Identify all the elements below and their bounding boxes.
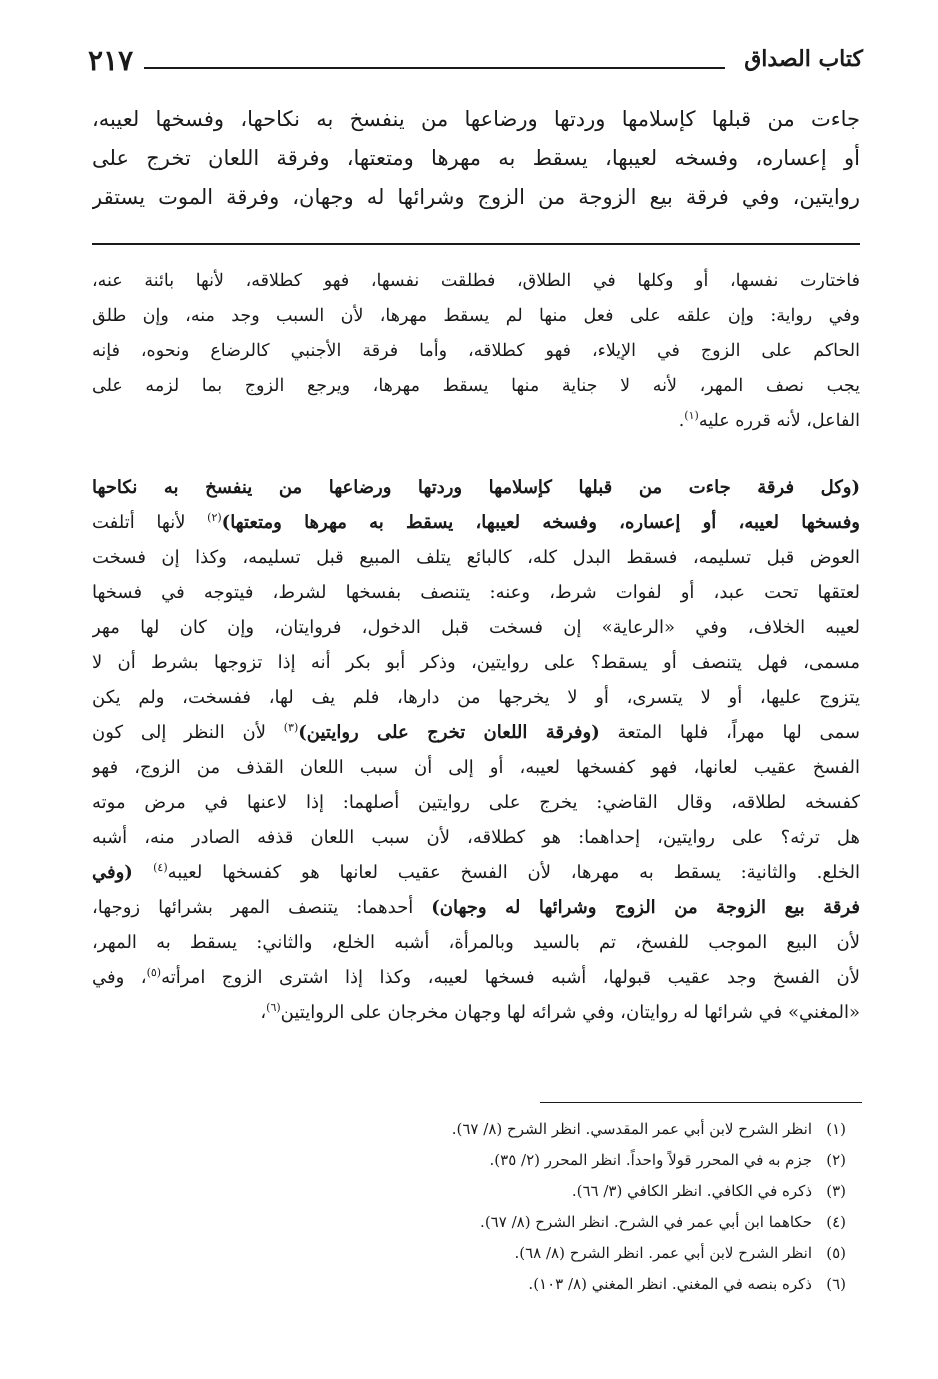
- quoted-matn: (وفرقة اللعان تخرج على روايتين): [298, 722, 600, 743]
- footnote-item: [86, 1145, 846, 1176]
- quoted-matn: فرقة بيع الزوجة من الزوج وشرائها له وجهان): [431, 897, 860, 918]
- footnote-rule: [540, 1102, 862, 1103]
- footnote-ref: (٣): [283, 721, 299, 734]
- text-span: لأن الفسخ وجد عقيب قبولها، أشبه فسخها لعيبه، وكذا إذا اشترى الزوج امرأته: [161, 967, 860, 988]
- text-line: فاختارت نفسها، أو وكلها في الطلاق، فطلقت نفسها، فهو كطلاقه، لأنها بائنة عنه،: [92, 271, 860, 291]
- footnote-text: حكاهما ابن أبي عمر في الشرح. انظر الشرح (٨/ ٦٧).: [480, 1213, 812, 1231]
- text-span: سمى لها مهراً، فلها المتعة: [599, 722, 860, 743]
- footnote-text: انظر الشرح لابن أبي عمر. انظر الشرح (٨/ ٦٨).: [514, 1244, 812, 1262]
- commentary-text: [92, 470, 860, 1030]
- text-line: [92, 960, 860, 995]
- footnote-ref: (٦): [266, 1001, 281, 1014]
- text-line: يتزوج عليها، أو لا يتسرى، أو لا يخرجها من دارها، فلم يف لها، ففسخت، ولم يكن: [92, 687, 860, 708]
- text-line: [92, 505, 860, 540]
- footnotes: [86, 1114, 846, 1300]
- page-number: ٢١٧: [88, 44, 134, 77]
- footnote-number: (٥): [826, 1244, 846, 1262]
- footnote-ref: (٤): [153, 861, 168, 874]
- footnote-number: (٤): [826, 1213, 846, 1231]
- footnote-text: جزم به في المحرر قولاً واحداً. انظر المحرر (٢/ ٣٥).: [489, 1151, 812, 1169]
- footnote-item: [86, 1114, 846, 1145]
- text-line: الحاكم على الزوج في الإيلاء، فهو كطلاقه، وأما فرقة الأجنبي كالرضاع ونحوه، فإنه: [92, 341, 860, 361]
- running-title: كتاب الصداق: [744, 46, 863, 72]
- footnote-ref: (٢): [207, 511, 222, 524]
- footnote-text: انظر الشرح لابن أبي عمر المقدسي. انظر الشرح (٨/ ٦٧).: [451, 1120, 812, 1138]
- text-line: العوض قبل تسليمه، فسقط البدل كله، كالبائع يتلف المبيع قبل تسليمه، وكذا إن فسخت: [92, 547, 860, 568]
- footnote-item: [86, 1269, 846, 1300]
- quoted-matn: وفسخها لعيبه، أو إعساره، وفسخه لعيبها، يسقط به مهرها ومتعتها): [221, 512, 860, 533]
- text-line: [92, 404, 860, 439]
- footnote-ref: (١): [684, 409, 699, 423]
- text-span: «المغني» في شرائها له روايتان، وفي شرائه لها وجهان مخرجان على الروايتين: [280, 1002, 860, 1023]
- section-divider: [92, 243, 860, 245]
- footnote-text: ذكره في الكافي. انظر الكافي (٣/ ٦٦).: [571, 1182, 812, 1200]
- footnote-item: [86, 1207, 846, 1238]
- text-line: (وكل فرقة جاءت من قبلها كإسلامها وردتها ورضاعها من ينفسخ به نكاحها: [92, 477, 860, 498]
- text-line: وفي رواية: وإن علقه على فعل منها لم يسقط مهرها، لأن السبب وجد منه، وإن طلق: [92, 306, 860, 326]
- text-span: ، وفي: [92, 967, 147, 988]
- footnote-number: (١): [826, 1120, 846, 1138]
- footnote-number: (٢): [826, 1151, 846, 1169]
- text-span: لأن النظر إلى كون: [92, 722, 284, 743]
- text-span: .: [678, 411, 685, 431]
- text-line: لعيبه الخلاف، وفي «الرعاية» إن فسخت قبل الدخول، فروايتان، وإن كان لها مهر: [92, 617, 860, 638]
- text-line: يجب نصف المهر، لأنه لا جناية منها يسقط مهرها، ويرجع الزوج بما لزمه على: [92, 376, 860, 396]
- text-span: أحدهما: يتنصف المهر بشرائها زوجها،: [92, 897, 432, 918]
- quoted-matn: (وفي: [92, 862, 154, 883]
- text-line: [92, 715, 860, 750]
- matn-line: جاءت من قبلها كإسلامها وردتها ورضاعها من ينفسخ به نكاحها، وفسخها لعيبه،: [92, 107, 860, 131]
- text-span: الخلع. والثانية: يسقط به مهرها، لأن الفسخ عقيب لعانها هو كفسخها لعيبه: [167, 862, 860, 883]
- text-line: لأن البيع الموجب للفسخ، تم بالسيد وبالمرأة، أشبه الخلع، والثاني: يسقط به المهر،: [92, 932, 860, 953]
- page-header: [88, 44, 863, 86]
- text-line: الفسخ عقيب لعانها، فهو كفسخها لعيبه، أو إلى أن سبب اللعان القذف من الزوج، فهو: [92, 757, 860, 778]
- footnote-number: (٦): [826, 1275, 846, 1293]
- text-span: الفاعل، لأنه قرره عليه: [698, 411, 860, 431]
- footnote-ref: (٥): [146, 966, 162, 979]
- text-line: مسمى، فهل يتنصف أو يسقط؟ على روايتين، وذكر أبو بكر أنه إذا تزوجها بشرط أن لا: [92, 652, 860, 673]
- text-line: هل ترثه؟ على روايتين، إحداهما: هو كطلاقه، لأن سبب اللعان قذفه الصادر منه، أشبه: [92, 827, 860, 848]
- footnote-item: [86, 1176, 846, 1207]
- text-line: لعتقها تحت عبد، أو لفوات شرط، وعنه: يتنصف بفسخها لشرط، فيتوجه في فسخها: [92, 582, 860, 603]
- footnote-item: [86, 1238, 846, 1269]
- footnote-text: ذكره بنصه في المغني. انظر المغني (٨/ ١٠٣).: [528, 1275, 812, 1293]
- matn-line: روايتين، وفي فرقة بيع الزوجة من الزوج وشرائها له وجهان، وفرقة الموت يستقر: [92, 185, 860, 209]
- text-line: [92, 855, 860, 890]
- text-line: [92, 995, 860, 1030]
- commentary-continuation: [92, 264, 860, 439]
- header-rule: [144, 67, 725, 69]
- text-span: لأنها أتلفت: [92, 512, 208, 533]
- text-span: ،: [260, 1002, 267, 1023]
- matn-line: أو إعساره، وفسخه لعيبها، يسقط به مهرها ومتعتها، وفرقة اللعان تخرج على: [92, 146, 860, 170]
- text-line: كفسخه لطلاقه، وقال القاضي: يخرج على روايتين أصلهما: إذا لاعنها في مرض موته: [92, 792, 860, 813]
- text-line: [92, 890, 860, 925]
- footnote-number: (٣): [826, 1182, 846, 1200]
- matn-text: [92, 100, 860, 217]
